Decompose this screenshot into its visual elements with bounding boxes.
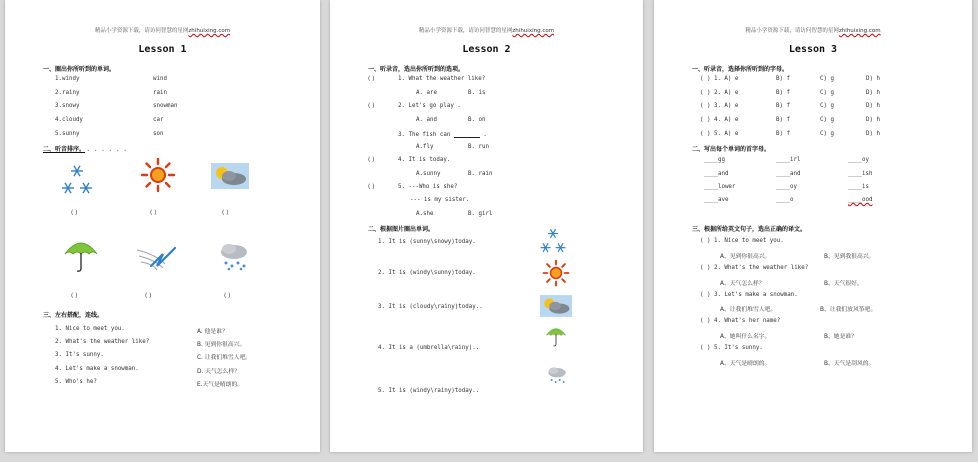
- fill-letter[interactable]: ____ood: [848, 197, 873, 203]
- match-left: 4. Let's make a snowman.: [55, 366, 139, 372]
- match-right: D. 天气怎么样？: [197, 369, 240, 375]
- fill-letter[interactable]: ____and: [776, 171, 801, 177]
- sun-icon: [140, 157, 176, 193]
- cloud-sun-icon: [211, 163, 249, 189]
- question-text: ( ) 5. A) e: [700, 131, 739, 137]
- fill-letter[interactable]: ____irl: [776, 157, 801, 163]
- answer-blank[interactable]: ( ): [368, 76, 375, 82]
- question-text: --- is my sister.: [410, 197, 470, 203]
- umbrella-icon: [63, 236, 99, 274]
- option-b: B. girl: [468, 211, 493, 217]
- question-text: 4. It is today.: [398, 157, 451, 163]
- option-d: D) h: [866, 131, 880, 137]
- option-d: D) h: [866, 117, 880, 123]
- question-text: 1. What the weather like?: [398, 76, 486, 82]
- document-page-lesson-3: [654, 0, 972, 452]
- question-text: ( ) 4. A) e: [700, 117, 739, 123]
- option-b: B) f: [776, 90, 790, 96]
- question-text: 1. It is (sunny\snowy)today.: [378, 239, 476, 245]
- option-b: B、见到我很高兴。: [824, 254, 875, 260]
- match-left: 3. It's sunny.: [55, 352, 104, 358]
- section-heading: 三、左右搭配，连线。: [43, 312, 104, 319]
- question-text: ( ) 2. What's the weather like?: [700, 265, 809, 271]
- option-d: D) h: [866, 103, 880, 109]
- word-option: 1.windy: [55, 76, 80, 82]
- option-a: A、天气怎么样？: [720, 281, 765, 287]
- option-b: B. on: [468, 117, 486, 123]
- document-page-lesson-1: [5, 0, 320, 452]
- word-option: wind: [153, 76, 167, 82]
- fill-letter[interactable]: ____ish: [848, 171, 873, 177]
- word-option: 4.cloudy: [55, 117, 83, 123]
- question-text: ( ) 5. It's sunny.: [700, 345, 763, 351]
- word-option: 3.snowy: [55, 103, 80, 109]
- option-a: A.sunny: [416, 171, 441, 177]
- option-c: C) g: [820, 103, 834, 109]
- option-a: A、她叫什么名字。: [720, 334, 771, 340]
- question-text: ( ) 1. Nice to meet you.: [700, 238, 784, 244]
- lesson-title: Lesson 1: [138, 44, 187, 55]
- fill-letter[interactable]: ____is: [848, 184, 869, 190]
- match-right: E.天气是晴朗的。: [197, 382, 244, 388]
- question-text: 5. ---Who is she?: [398, 184, 458, 190]
- question-text: 3. The fish can .: [398, 132, 487, 138]
- match-right: A. 他是谁？: [197, 329, 228, 335]
- match-left: 5. Who's he?: [55, 379, 97, 385]
- fill-letter[interactable]: ____oy: [776, 184, 797, 190]
- umbrella-icon: [545, 324, 567, 348]
- rain-cloud-icon: [218, 242, 250, 272]
- answer-blank[interactable]: ( ): [71, 210, 78, 216]
- option-a: A.fly: [416, 144, 434, 150]
- word-option: snowman: [153, 103, 178, 109]
- option-b: B. rain: [468, 171, 493, 177]
- question-text: 4. It is a (umbrella\rainy)..: [378, 345, 480, 351]
- option-c: C) g: [820, 117, 834, 123]
- snowflake-icon: [538, 226, 568, 256]
- question-text: ( ) 1. A) e: [700, 76, 739, 82]
- answer-blank[interactable]: ( ): [150, 210, 157, 216]
- fill-letter[interactable]: ____oy: [848, 157, 869, 163]
- answer-blank[interactable]: ( ): [368, 157, 375, 163]
- option-b: B、天气很好。: [824, 281, 863, 287]
- option-b: B. is: [468, 90, 486, 96]
- question-text: ( ) 4. What's her name?: [700, 318, 781, 324]
- option-b: B、让我们放风筝吧。: [820, 307, 877, 313]
- question-text: 2. Let's go play .: [398, 103, 461, 109]
- fill-letter[interactable]: ____gg: [704, 157, 725, 163]
- option-a: A. and: [416, 117, 437, 123]
- question-text: ( ) 3. Let's make a snowman.: [700, 292, 798, 298]
- option-b: B) f: [776, 117, 790, 123]
- option-a: A. are: [416, 90, 437, 96]
- option-b: B. run: [468, 144, 489, 150]
- match-right: C. 让我们堆雪人吧。: [197, 355, 252, 361]
- match-left: 1. Nice to meet you.: [55, 326, 125, 332]
- snowflake-icon: [60, 162, 94, 198]
- option-a: A、见到你很高兴。: [720, 254, 771, 260]
- wind-icon: [135, 240, 181, 272]
- section-heading: 一、听录音，选择你所听到的字母。: [692, 66, 789, 73]
- section-heading: 一、听录音，选出你所听到的选项。: [368, 66, 465, 73]
- option-c: C) g: [820, 131, 834, 137]
- fill-letter[interactable]: ____ave: [704, 197, 729, 203]
- option-c: C) g: [820, 76, 834, 82]
- answer-blank[interactable]: ( ): [368, 184, 375, 190]
- section-heading: 二、根据图片圈出单词。: [368, 226, 435, 233]
- option-b: B、她是谁？: [824, 334, 857, 340]
- section-heading: 二、听音排序。 . . . . . .: [43, 146, 128, 153]
- fill-letter[interactable]: ____and: [704, 171, 729, 177]
- section-heading: 二、写出每个单词的首字母。: [692, 146, 771, 153]
- rain-cloud-icon: [546, 366, 568, 386]
- option-c: C) g: [820, 90, 834, 96]
- lesson-title: Lesson 3: [788, 44, 838, 55]
- question-text: 3. It is (cloudy\rainy)today..: [378, 304, 483, 310]
- match-left: 2. What's the weather like?: [55, 339, 150, 345]
- option-b: B、天气是刮风的。: [824, 361, 875, 367]
- answer-blank[interactable]: ( ): [145, 293, 152, 299]
- option-a: A、让我们堆雪人吧。: [720, 307, 777, 313]
- document-page-lesson-2: [330, 0, 643, 452]
- answer-blank[interactable]: ( ): [368, 103, 375, 109]
- answer-blank[interactable]: ( ): [71, 293, 78, 299]
- answer-blank[interactable]: ( ): [224, 293, 231, 299]
- section-heading: 三、根据所给英文句子，选出正确的译文。: [692, 226, 807, 233]
- cloud-sun-icon: [540, 294, 572, 318]
- question-text: 2. It is (windy\sunny)today.: [378, 270, 476, 276]
- word-option: 2.rainy: [55, 90, 80, 96]
- option-a: A.she: [416, 211, 434, 217]
- question-text: ( ) 2. A) e: [700, 90, 739, 96]
- question-text: 5. It is (windy\rainy)today..: [378, 388, 480, 394]
- option-a: A、天气是晴朗的。: [720, 361, 771, 367]
- word-option: son: [153, 131, 164, 137]
- word-option: 5.sunny: [55, 131, 80, 137]
- fill-blank-line[interactable]: [454, 131, 480, 138]
- option-b: B) f: [776, 76, 790, 82]
- section-heading: 一、圈出你所听到的单词。: [43, 66, 116, 73]
- word-option: rain: [153, 90, 167, 96]
- page-header: 精品小学资源下载，请访问智慧的星网zhihuixing.com: [94, 28, 231, 34]
- fill-letter[interactable]: ____lower: [704, 184, 736, 190]
- option-b: B) f: [776, 131, 790, 137]
- option-d: D) h: [866, 76, 880, 82]
- lesson-title: Lesson 2: [462, 44, 511, 55]
- sun-icon: [542, 259, 570, 287]
- answer-blank[interactable]: ( ): [222, 210, 229, 216]
- page-header: 精品小学资源下载，请访问智慧的星网zhihuixing.com: [745, 28, 881, 34]
- match-right: B. 见到你很高兴。: [197, 342, 246, 348]
- question-text: ( ) 3. A) e: [700, 103, 739, 109]
- fill-letter[interactable]: ____o: [776, 197, 794, 203]
- option-d: D) h: [866, 90, 880, 96]
- option-b: B) f: [776, 103, 790, 109]
- page-header: 精品小学资源下载，请访问智慧的星网zhihuixing.com: [418, 28, 555, 34]
- word-option: car: [153, 117, 164, 123]
